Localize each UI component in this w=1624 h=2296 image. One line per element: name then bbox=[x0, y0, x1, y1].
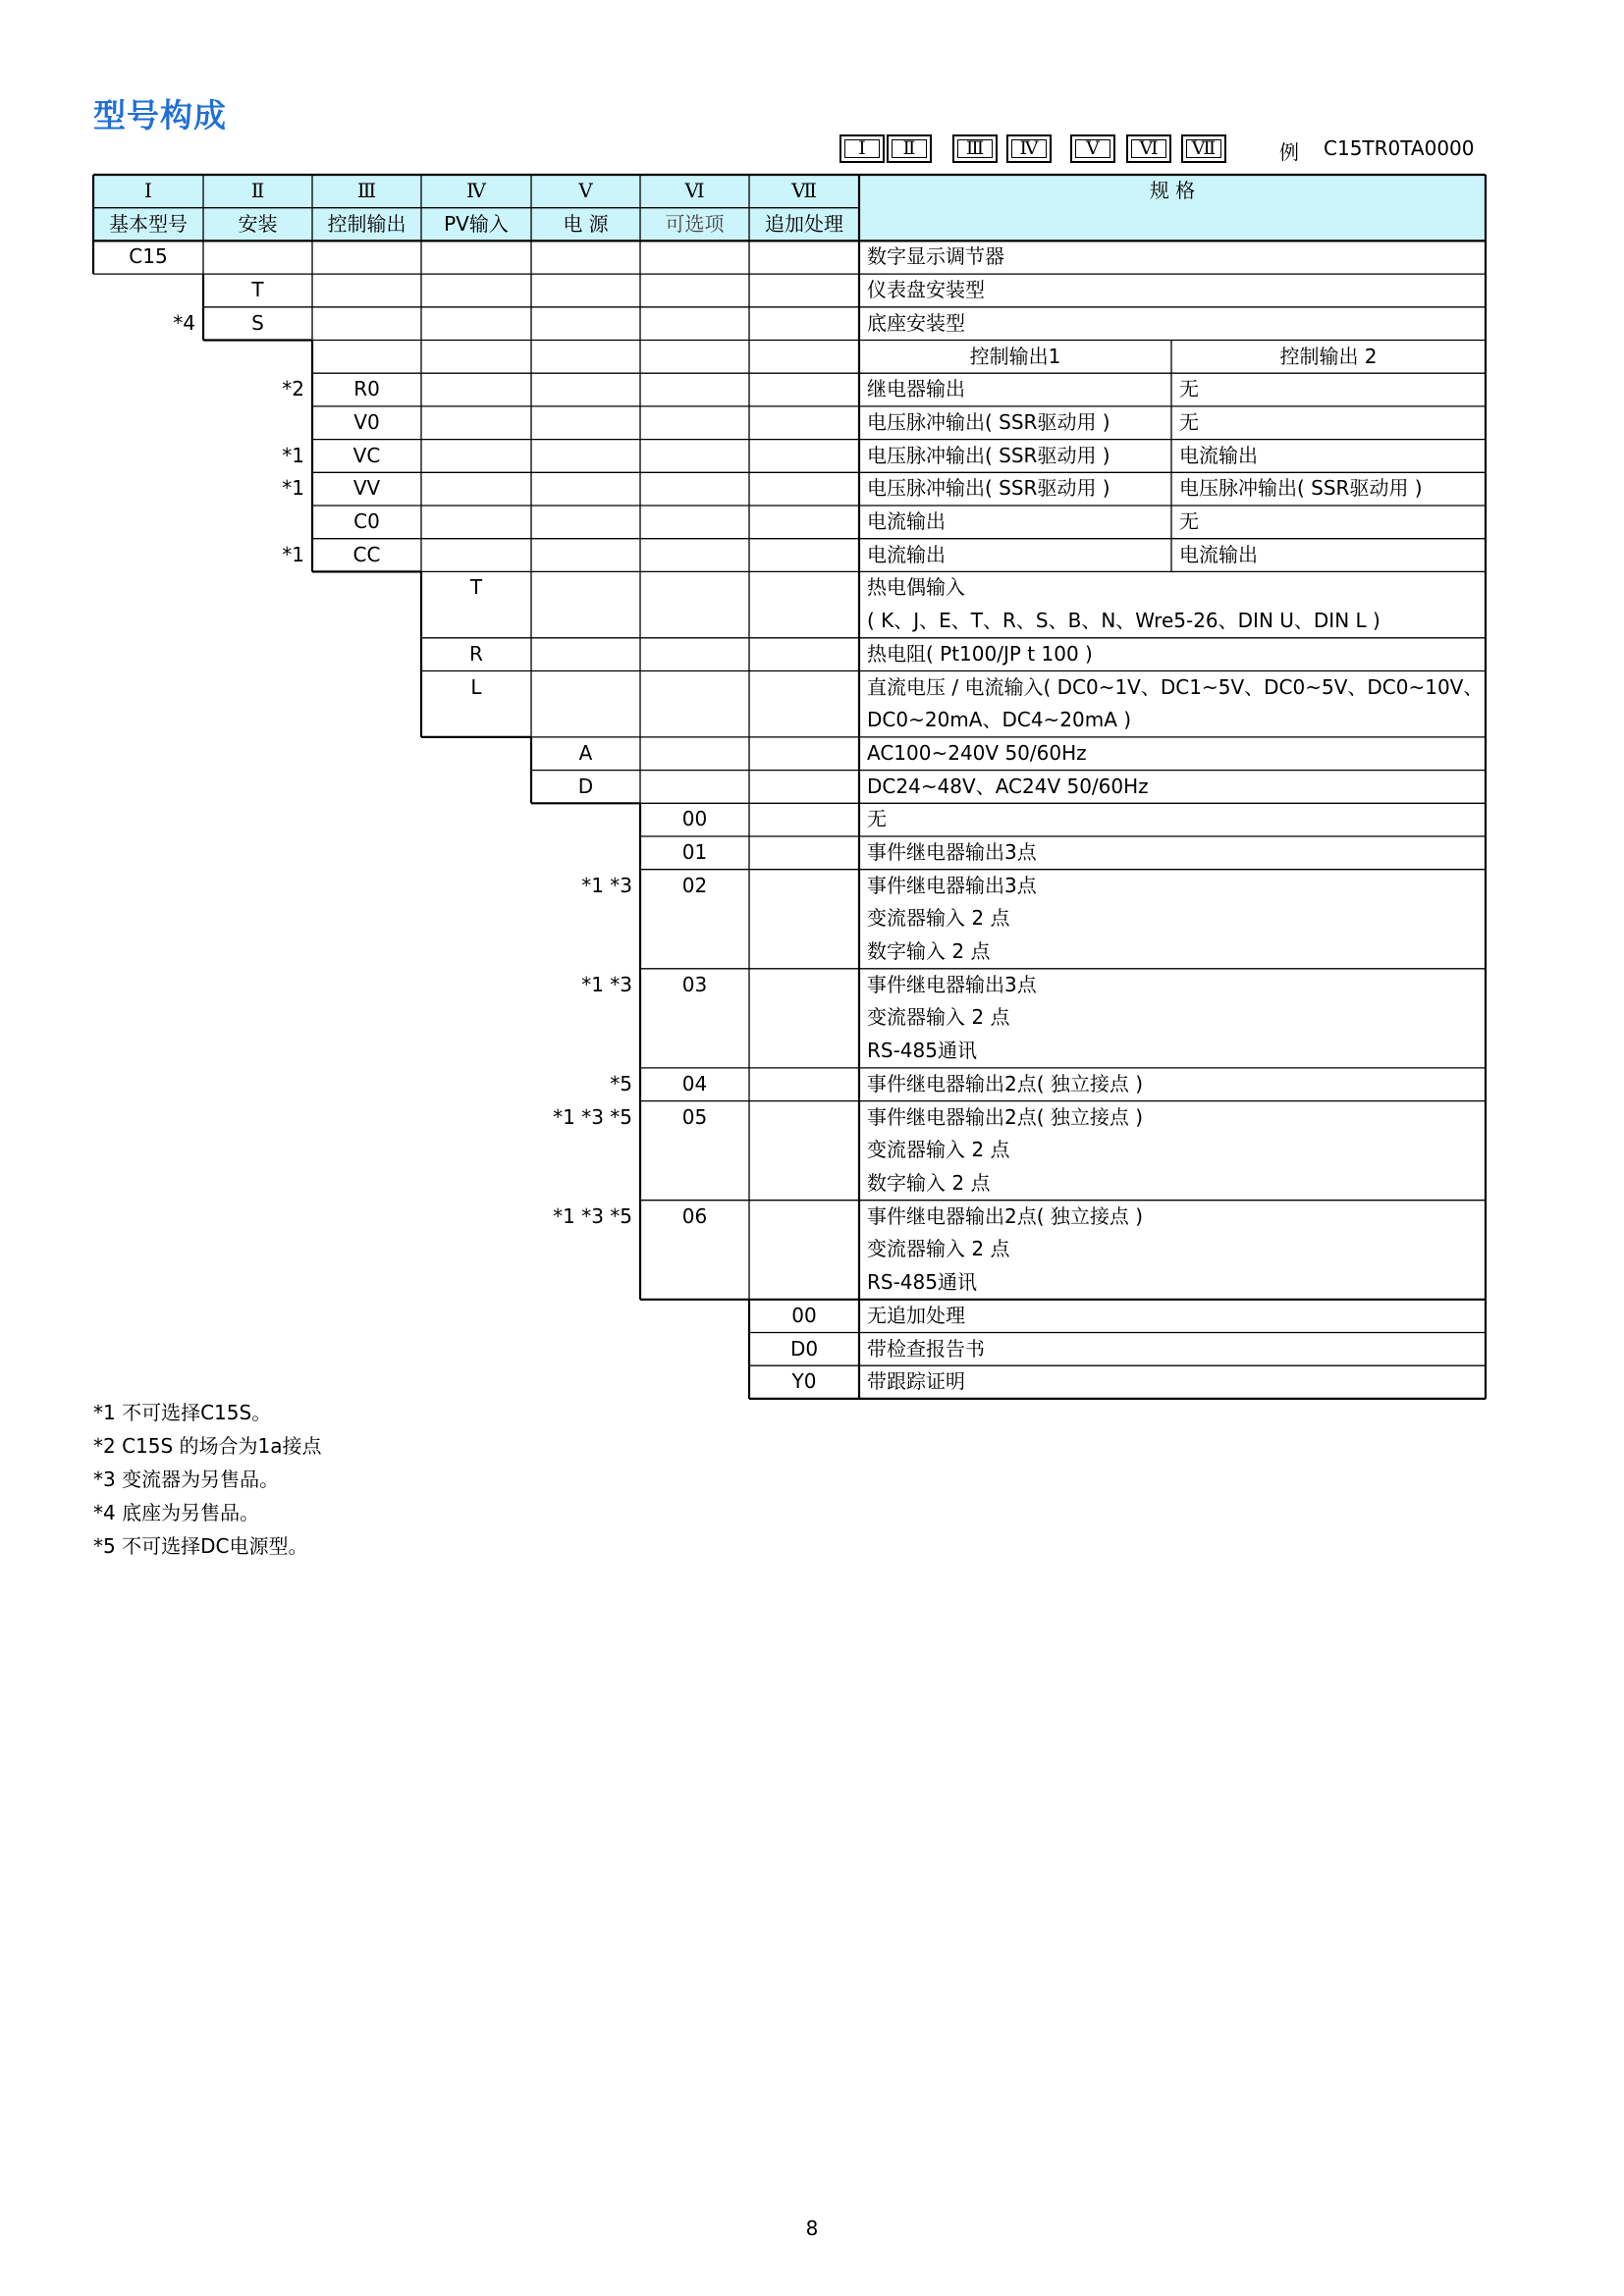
pv-input-code: R bbox=[469, 641, 483, 666]
control-output-1: 电压脉冲输出( SSR驱动用 ) bbox=[867, 409, 1110, 434]
model-code-box: Ⅰ bbox=[839, 134, 885, 163]
spec-line: 变流器输入 2 点 bbox=[867, 1138, 1010, 1162]
mounting-spec: 仪表盘安装型 bbox=[867, 278, 985, 302]
note-mark: *1 *3 bbox=[581, 972, 632, 996]
additional-spec: 带跟踪证明 bbox=[867, 1369, 965, 1394]
control-code: R0 bbox=[353, 377, 380, 401]
spec-header: 规 格 bbox=[1149, 179, 1196, 202]
footnote: *3 变流器为另售品。 bbox=[93, 1468, 280, 1491]
column-label: 基本型号 bbox=[109, 211, 188, 236]
note-mark: *5 bbox=[610, 1071, 632, 1095]
model-code-box: Ⅳ bbox=[1006, 134, 1052, 163]
control-output-1: 电压脉冲输出( SSR驱动用 ) bbox=[867, 476, 1110, 501]
control-output-1: 电流输出 bbox=[867, 542, 946, 566]
option-spec bbox=[859, 836, 1486, 870]
note-mark: *4 bbox=[173, 310, 195, 335]
power-code: A bbox=[578, 740, 593, 765]
control-output-1: 电流输出 bbox=[867, 509, 946, 533]
page-title: 型号构成 bbox=[93, 96, 227, 134]
column-numeral: Ⅲ bbox=[356, 179, 377, 202]
spec-line: 热电偶输入 bbox=[867, 575, 965, 600]
page-number: 8 bbox=[805, 2216, 819, 2240]
spec-line: 无 bbox=[867, 807, 887, 831]
footnotes bbox=[93, 1396, 322, 1563]
option-code: 03 bbox=[681, 972, 708, 996]
option-code: 01 bbox=[681, 840, 708, 864]
control-output-2: 无 bbox=[1179, 509, 1199, 533]
option-spec bbox=[859, 969, 1486, 1068]
power-code: D bbox=[577, 774, 594, 798]
example-label: 例 bbox=[1279, 140, 1299, 164]
option-spec bbox=[859, 870, 1486, 969]
control-output-2: 电流输出 bbox=[1179, 542, 1258, 566]
column-label: PV输入 bbox=[444, 211, 509, 236]
footnote: *4 底座为另售品。 bbox=[93, 1501, 260, 1524]
column-numeral: Ⅳ bbox=[466, 179, 486, 202]
option-code: 04 bbox=[681, 1071, 708, 1095]
spec-line: 事件继电器输出3点 bbox=[867, 840, 1037, 864]
spec-line: 数字输入 2 点 bbox=[867, 1170, 991, 1195]
spec-line: 事件继电器输出3点 bbox=[867, 873, 1037, 897]
model-code-box: Ⅲ bbox=[952, 134, 998, 163]
option-spec bbox=[859, 1101, 1486, 1201]
footnote: *5 不可选择DC电源型。 bbox=[93, 1534, 308, 1558]
mounting-code: T bbox=[251, 278, 264, 302]
power-spec: DC24~48V、AC24V 50/60Hz bbox=[867, 774, 1149, 798]
example-code: C15TR0TA0000 bbox=[1324, 136, 1475, 160]
pv-input-spec bbox=[859, 671, 1486, 737]
pv-input-code: T bbox=[469, 575, 483, 600]
column-label: 安装 bbox=[238, 211, 278, 236]
control-output-1: 电压脉冲输出( SSR驱动用 ) bbox=[867, 443, 1110, 467]
spec-line: 变流器输入 2 点 bbox=[867, 1237, 1010, 1261]
additional-spec: 带检查报告书 bbox=[867, 1336, 985, 1361]
column-numeral: Ⅶ bbox=[791, 179, 817, 202]
note-mark: *1 bbox=[282, 542, 304, 566]
pv-input-code: L bbox=[470, 674, 482, 699]
control-output-2: 电流输出 bbox=[1179, 443, 1258, 467]
basic-model-spec bbox=[859, 240, 1486, 274]
control-output-1-header: 控制输出1 bbox=[969, 344, 1061, 368]
spec-line: 数字输入 2 点 bbox=[867, 938, 991, 963]
model-code-box: Ⅵ bbox=[1126, 134, 1171, 163]
option-spec bbox=[859, 803, 1486, 836]
additional-code: D0 bbox=[789, 1336, 819, 1361]
spec-line: 变流器输入 2 点 bbox=[867, 906, 1010, 931]
column-label: 电 源 bbox=[563, 211, 609, 236]
option-spec bbox=[859, 1068, 1486, 1101]
additional-spec: 无追加处理 bbox=[867, 1303, 965, 1327]
spec-line: RS-485通讯 bbox=[867, 1038, 977, 1062]
note-mark: *1 *3 bbox=[581, 873, 632, 897]
control-output-2-header: 控制输出 2 bbox=[1279, 344, 1378, 368]
spec-line: 事件继电器输出2点( 独立接点 ) bbox=[867, 1104, 1144, 1129]
note-mark: *1 *3 *5 bbox=[553, 1104, 632, 1129]
model-code-box: Ⅴ bbox=[1070, 134, 1115, 163]
additional-code: 00 bbox=[791, 1303, 817, 1327]
additional-code: Y0 bbox=[791, 1369, 817, 1394]
spec-line: 事件继电器输出2点( 独立接点 ) bbox=[867, 1203, 1144, 1228]
column-numeral: Ⅵ bbox=[684, 179, 705, 202]
column-label: 控制输出 bbox=[327, 211, 406, 236]
spec-line: DC0~20mA、DC4~20mA ) bbox=[867, 708, 1132, 731]
column-numeral: Ⅴ bbox=[578, 179, 593, 202]
control-output-2: 电压脉冲输出( SSR驱动用 ) bbox=[1179, 476, 1423, 501]
control-code: C0 bbox=[353, 509, 380, 533]
control-output-2: 无 bbox=[1179, 377, 1199, 401]
pv-input-spec bbox=[859, 571, 1486, 637]
spec-line: 数字显示调节器 bbox=[867, 244, 1004, 269]
option-spec bbox=[859, 1201, 1486, 1300]
note-mark: *1 bbox=[282, 476, 304, 501]
option-code: 05 bbox=[681, 1104, 708, 1129]
spec-line: 直流电压 / 电流输入( DC0~1V、DC1~5V、DC0~5V、DC0~10V、 bbox=[867, 674, 1484, 699]
pv-input-spec bbox=[859, 638, 1486, 671]
spec-line: RS-485通讯 bbox=[867, 1269, 977, 1294]
column-label: 追加处理 bbox=[765, 211, 843, 236]
control-code: V0 bbox=[353, 409, 380, 434]
spec-line: ( K、J、E、T、R、S、B、N、Wre5-26、DIN U、DIN L ) bbox=[867, 608, 1380, 632]
footnote: *2 C15S 的场合为1a接点 bbox=[93, 1434, 322, 1458]
option-code: 02 bbox=[681, 873, 708, 897]
power-spec: AC100~240V 50/60Hz bbox=[867, 740, 1087, 765]
mounting-spec: 底座安装型 bbox=[867, 310, 965, 335]
mounting-code: S bbox=[251, 310, 264, 335]
control-code: CC bbox=[352, 542, 381, 566]
option-code: 00 bbox=[681, 807, 708, 831]
control-code: VV bbox=[352, 476, 381, 501]
note-mark: *1 bbox=[282, 443, 304, 467]
model-code-box: Ⅱ bbox=[887, 134, 932, 163]
model-code-box: Ⅶ bbox=[1181, 134, 1226, 163]
note-mark: *2 bbox=[282, 377, 304, 401]
basic-model-code: C15 bbox=[129, 244, 168, 269]
column-numeral: Ⅰ bbox=[144, 179, 152, 202]
column-label: 可选项 bbox=[665, 211, 725, 236]
control-code: VC bbox=[352, 443, 381, 467]
spec-line: 热电阻( Pt100/JP t 100 ) bbox=[867, 641, 1093, 666]
note-mark: *1 *3 *5 bbox=[553, 1203, 632, 1228]
footnote: *1 不可选择C15S。 bbox=[93, 1401, 272, 1424]
spec-line: 事件继电器输出2点( 独立接点 ) bbox=[867, 1071, 1144, 1095]
spec-line: 变流器输入 2 点 bbox=[867, 1005, 1010, 1030]
control-output-2: 无 bbox=[1179, 409, 1199, 434]
column-numeral: Ⅱ bbox=[250, 179, 265, 202]
control-output-1: 继电器输出 bbox=[867, 377, 965, 401]
option-code: 06 bbox=[681, 1203, 708, 1228]
spec-line: 事件继电器输出3点 bbox=[867, 972, 1037, 996]
